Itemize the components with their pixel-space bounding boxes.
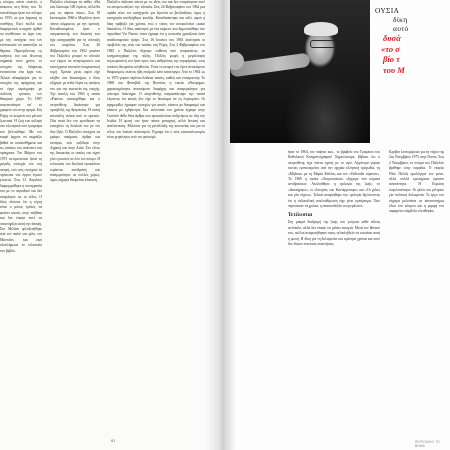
- magazine-footer: ΠΕΡΙΟΔΙΚΟ ΤΟ ΒΗΜΑ: [415, 440, 440, 448]
- pull-quote-red-4: του Μ: [383, 64, 405, 75]
- left-column-2: [50, 0, 100, 428]
- left-column-3: [107, 0, 205, 430]
- right-column-1: [288, 150, 380, 425]
- section-subhead: Τετέλεσται: [288, 212, 313, 219]
- pull-quote-red-2: «το σ: [381, 43, 400, 54]
- column-text: Παζολίνι ελπίσαμε να πάθει: «Θα σας δώσουμε 100 λιρέτες, αλλά θα μας τις πάρετε πίσω». Στις 18 Ιανουαρίου 1960 ο Μορλόντι ήταν πάντα σύμφωνος με την κριτική. Καταδικασμένος ήταν ο υπερασπιστής του δικαστή που είχε κατηγορηθεί για τη σύνταξη του κειμένου. Στις 26 Φεβρουαρίου του 1962 μπαίνει του Παζολίνι μπορεί το σύνολο των έργων να αναγνωριστεί, και ταυτόχρονα αποτελεί αναγκαστική τομή. Χρόνια μετά, αφού είχε κληθεί στα δικαστήρια, ο ίδιος εξήγησε με απλά λόγια τις σκέψεις του για την κοινωνία της εποχής. Την άνοιξη του 1963 η ταινία «Ρικότα» κατασχέθηκε και ο σκηνοθέτης δικάστηκε για προσβολή της θρησκείας. Η ποινή ανεστάλη τελικά από το εφετείο. Όλα αυτά δεν τον εμπόδισαν να συνεχίσει τη δουλειά του με τον ίδιο ζήλο. Ο Παζολίνι συνέχισε να γράφει ποιήματα, άρθρα και σενάρια, ενώ ταξίδεψε στην Αφρική και στην Ασία. Στο τέλος της δεκαετίας οι ταινίες του είχαν γίνει γνωστές σε όλο τον κόσμο. Η τελευταία του δουλειά προκάλεσε τεράστια αντίδραση και απαγορεύτηκε σε πολλές χώρες, όμως σήμερα θεωρείται κλασική.: [50, 0, 100, 183]
- pull-quote-lead: ΟΥΣΙΑ: [375, 6, 400, 15]
- column-text: Παζολίνι πάλευαν πάντα με τις ιδέες του και δεν σταμάτησαν ποτέ να αντιμετωπίζουν την εξουσία. Στις 24 Φεβρουαρίου του 1962 μια ομάδα νέων τον κατήγγειλε για ληστεία σε βενζινάδικο, όμως η κατηγορία αποδείχθηκε ψευδής. Καταδικάστηκε και πάλι, αφού η δίκη τράβηξε για χρόνια, ενώ ο τύπος τον αποκαλούσε «κακό δάσκαλο». Ο ίδιος απάντησε με ένα κείμενο που δημοσιεύθηκε στο περιοδικό Vie Nuove, όπου έγραφε ότι η κοινωνία χρειάζεται έναν αποδιοπομπαίο τράγο. Στις 16 Ιουνίου του 1963 ξεκίνησαν οι προβολές της νέας του ταινίας στη Ρώμη. Στις 2 Φεβρουαρίου του 1965 ο Παζολίνι δέχτηκε επίθεση από νεοφασίστες σε κινηματογράφο της πόλης. Πολλές φορές η μεγαλύτερη ευγνωμοσύνη του ήταν προς τους ανθρώπους της περιφέρειας, τους οποίους θεωρούσε αληθινούς. Όταν το σινεμά του έγινε αντικείμενο θαυμασμού, εκείνος ήδη ετοίμαζε κάτι καινούργιο. Από το 1964 ως το 1975 γύρισε περίπου δώδεκα ταινίες, καθώς και ντοκιμαντέρ. Το 1968 στο Φεστιβάλ της Βενετίας η ταινία «Θεώρημα» χαρακτηρίστηκε αντικείμενο διαμάχης και απαγορεύτηκε για σύντομο διάστημα. Ο σκηνοθέτης υπερασπίστηκε την ταινία λέγοντας ότι κανείς δεν είχε το δικαίωμα να τη λογοκρίνει. Οι εφημερίδες έγραφαν συνεχώς για αυτόν, κάποτε με θαυμασμό και κάποτε με εχθρότητα. Στα τελευταία του χρόνια έγραφε στην Corriere della Sera άρθρα που προκαλούσαν συζητήσεις σε όλη την Ιταλία. Η φωνή του ήταν πάντα μοναχική, αλλά δυνατή και αταλάντευτη. Μιλούσε για τη μετάλλαξη της κοινωνίας και για το τέλος του λαϊκού πολιτισμού. Έγραφε ότι ο νέος καταναλωτισμός είναι χειρότερος από τον φασισμό.: [107, 0, 205, 140]
- page-number: 81: [111, 438, 116, 443]
- right-column-2: [389, 150, 444, 425]
- column-text: ήταν το 1964, τον παίρνει και... το βραβείο του Γραφείου του Καθολικού Κινηματογράφου! Σημειώνουμε, βέβαια, ότι ο σκηνοθέτης είχε πάντα σχέση με το ιερό. Αργότερα γύρισε ταινίες εμπνευσμένες από την αρχαία ελληνική τραγωδία, τη «Μήδεια» με τη Μαρία Κάλλας και τον «Οιδίποδα τύραννο». Το 1969 η ταινία «Χοιροστάσιο» εξήγειρε νέα κύματα αντιδράσεων. Ακολούθησε η τριλογία της ζωής: το «Δεκαήμερο», οι «Ιστορίες του Καντέρμπουρι» και «Οι χίλιες και μία νύχτες». Τελικά απαρνήθηκε την τριλογία δηλώνοντας ότι η σεξουαλική απελευθέρωση είχε γίνει εμπόρευμα. Όσο περνούσαν τα χρόνια, η απαισιοδοξία του μεγάλωνε.: [288, 150, 380, 209]
- pull-quote-red-1: δυσά: [383, 33, 401, 43]
- photo-hair: [304, 22, 338, 36]
- photo-glasses: [310, 40, 336, 48]
- column-text: Κρεβατ λεπτομέρειες για τη νύχτα της 2ας Νοεμβρίου 1975 στην Όστια. Στις 2 Νοεμβρίου, το πτώμα του Παζολίνι βρέθηκε στην παραλία. Ο νεαρός Πίνο Πελόζι ομολόγησε τον φόνο, αλλά πολλά ερωτήματα έμειναν αναπάντητα. Η Ευρώπη συγκλονίστηκε. Οι φίλοι του μίλησαν για πολιτική δολοφονία. Το έργο του σήμερα μελετάται σε πανεπιστήμια όλου του κόσμου και η μορφή του παραμένει σύμβολο ελευθερίας.: [389, 150, 444, 214]
- column-text: ς κόσμος, κάνει «κοινό», ο άσκοπος στη θέση του. Το αποτέλεσμα ήταν τον πόλεμο το 1955, σε μια ξαφνική τη συνθήκη. Εκεί πολλά και διαφορετικά στοιχεία ήρθαν να συνθέσουν το έργο του, με την συνέχεια που τον ενέπνευσαν να αναπτύξει τα θέματα. Περιορίζοντας τις κινήσεις του και δίνοντας σημασία στον χρόνο, το στοιχείο της διάρκειας εντάσσεται στα έργα του. Τελικά αδιαφόρησε για το στοιχείο της αφήγησης και το έργο περιέγραψε με πολλούς τρόπους τον θεατρικό χώρο. Το 1967 επαναστάτησε απ' το γραφείο του στην αγορά. Στη Ρώμη τα κείμενά του μένουν ζωντανά. Η ζωή του κύλησε στο εξωτερικό ενώ η καριέρα του βελτιώθηκε. Με τον καιρό άρχισε να εκφράζει βαθιά τα συναισθήματα και τις στάσεις του απέναντι στα πράγματα. Τον Μάρτιο του 1975 αντιμετώπισε ξανά τη μεγάλη επιτυχία του στη σκηνή, ενώ στη συνέχεια τα πρόσωπα του έργου έγιναν γνωστά. Στις 13 Απριλίου διαμορφώθηκε η συνεργασία του με το περιοδικό και δεν σταμάτησε ως το τέλος. Ο ίδιος πίστευε ότι η τέχνη είναι ο μόνος τρόπος να φτάσει κανείς στην αλήθεια και δεν έπαψε ποτέ να υποστηρίζει αυτή την άποψη. Στο Μιλάνο φιλοξενήθηκε από τον παλιό του φίλο, τον Μαντσίνι, και εκεί ολοκλήρωσε το τελευταίο του βιβλίο.: [0, 0, 42, 253]
- pull-quote-lead-3: αυτό: [393, 24, 409, 33]
- pull-quote-lead-2: δίκη: [393, 15, 408, 24]
- portrait-photo: [230, 0, 370, 143]
- pull-quote: [375, 6, 450, 75]
- column-text-continued: Στη μακρά διαδρομή της ζωής του γνώρισε κάθε είδους αντίπαλο, αλλά δεν έπαψε να μιλάει ανοιχτά. Μετά τον θάνατό του, πολλοί αναρωτήθηκαν ποιος τελικά ήθελε να σωπάσει αυτή η φωνή. Η δίκη για τη δολοφονία του κράτησε χρόνια και ποτέ δεν έδωσε πειστικές απαντήσεις.: [288, 220, 380, 247]
- left-column-1: [0, 0, 42, 420]
- pull-quote-red-3: βίο τ: [383, 54, 400, 64]
